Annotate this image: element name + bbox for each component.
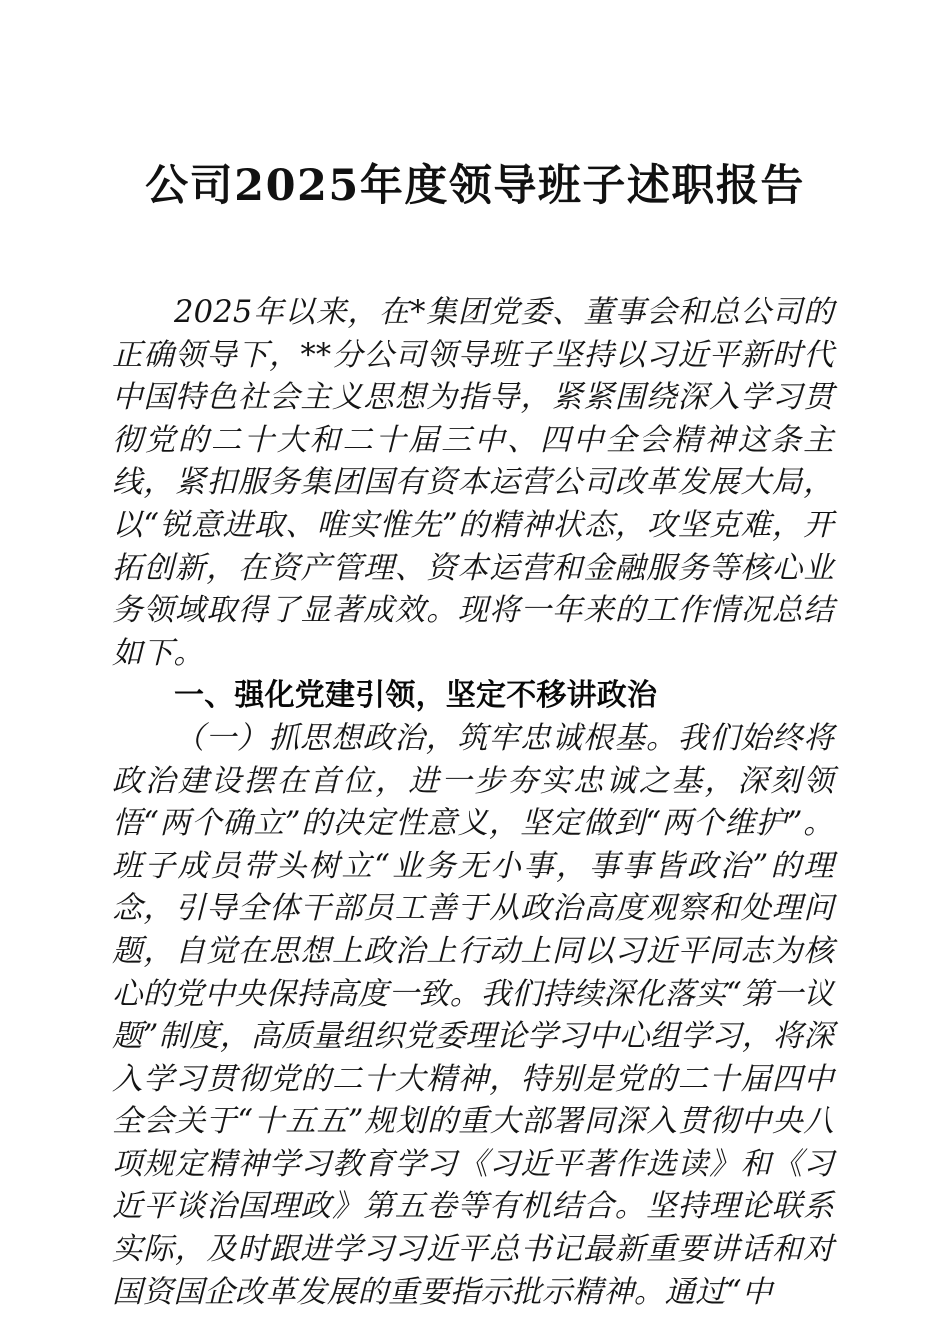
document-body <box>112 292 834 1314</box>
opening-paragraph: 2025年以来，在*集团党委、董事会和总公司的正确领导下，**分公司领导班子坚持以习近平新时代中国特色社会主义思想为指导，紧紧围绕深入学习贯彻党的二十大和二十届三中、四中全会精神这条主线，紧扣服务集团国有资本运营公司改革发展大局，以“锐意进取、唯实惟先”的精神状态，攻坚克难，开拓创新，在资产管理、资本运营和金融服务等核心业务领域取得了显著成效。现将一年来的工作情况总结如下。 <box>112 295 834 671</box>
document-title: 公司2025年度领导班子述职报告 <box>145 161 805 211</box>
section-heading-one: 一、强化党建引领，坚定不移讲政治 <box>174 678 658 714</box>
subsection-one-paragraph: （一）抓思想政治，筑牢忠诚根基。我们始终将政治建设摆在首位，进一步夯实忠诚之基，深刻领悟“两个确立”的决定性意义，坚定做到“两个维护”。班子成员带头树立“业务无小事，事事皆政治”的理念，引导全体干部员工善于从政治高度观察和处理问题，自觉在思想上政治上行动上同以习近平同志为核心的党中央保持高度一致。我们持续深化落实“第一议题”制度，高质量组织党委理论学习中心组学习，将深入学习贯彻党的二十大精神，特别是党的二十届四中全会关于“十五五”规划的重大部署同深入贯彻中央八项规定精神学习教育学习《习近平著作选读》和《习近平谈治国理政》第五卷等有机结合。坚持理论联系实际，及时跟进学习习近平总书记最新重要讲话和对国资国企改革发展的重要指示批示精神。通过“中 <box>112 720 834 1310</box>
